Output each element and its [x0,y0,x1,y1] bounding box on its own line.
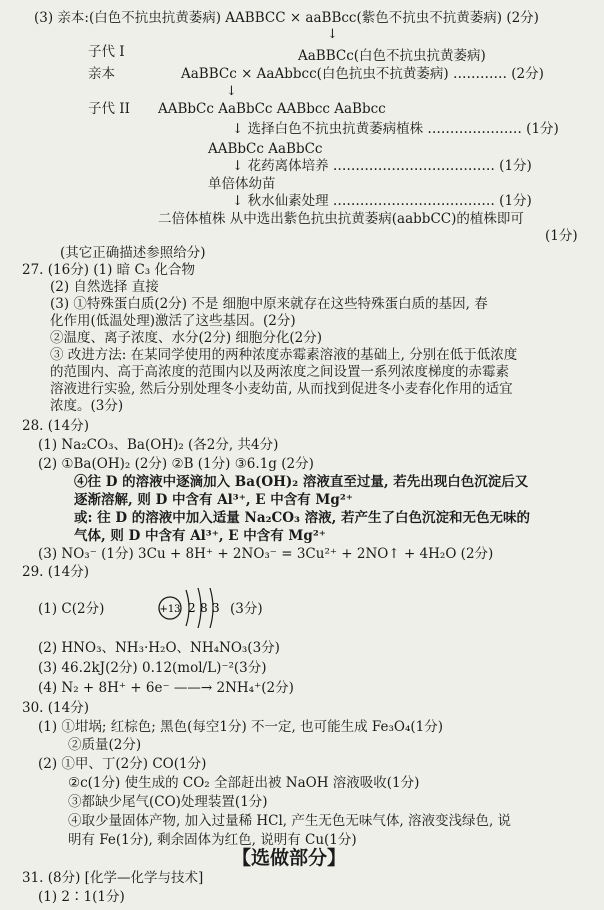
offspring-2-label: 子代 II [88,101,130,117]
q30-line-4: ②c(1分) 使生成的 CO₂ 全部赶出被 NaOH 溶液吸收(1分) [68,775,420,791]
q29-line-3: (3) 46.2kJ(2分) 0.12(mol/L)⁻²(3分) [38,660,267,676]
q28-line-6: 气体, 则 D 中含有 Al³⁺, E 中含有 Mg²⁺ [74,528,326,544]
arrow-down-1: ↓ [327,27,338,42]
scoring-note: (其它正确描述参照给分) [60,245,206,261]
q30-line-5: ③都缺少尾气(CO)处理装置(1分) [68,794,268,810]
selected-genotypes: AABbCc AaBbCc [208,141,323,157]
q29-line-2: (2) HNO₃、NH₃·H₂O、NH₄NO₃(3分) [38,640,280,656]
q29-line-1: (1) C(2分) [38,601,105,617]
q27-line-4: 化作用(低温处理)激活了这些基因。(2分) [50,313,296,329]
q28-line-1: (1) Na₂CO₃、Ba(OH)₂ (各2分, 共4分) [38,437,279,453]
shell-electrons-3: 3 [212,601,220,615]
q29-line-4: (4) N₂ + 8H⁺ + 6e⁻ ——→ 2NH₄⁺(2分) [38,680,294,696]
score-1: (1分) [545,228,578,244]
shell-electrons-2: 8 [200,601,208,615]
q28-line-3: ④往 D 的溶液中逐滴加入 Ba(OH)₂ 溶液直至过量, 若先出现白色沉淀后又 [74,474,529,490]
q30-line-3: (2) ①甲、丁(2分) CO(1分) [38,756,207,772]
parent-2-label: 亲本 [88,66,115,82]
q28-line-2: (2) ①Ba(OH)₂ (2分) ②B (1分) ③6.1g (2分) [38,456,314,472]
q30-line-1: (1) ①坩埚; 红棕色; 黑色(每空1分) 不一定, 也可能生成 Fe₃O₄(1分) [38,719,444,735]
q30-line-2: ②质量(2分) [68,737,142,753]
q31-header: 31. (8分) [化学—化学与技术] [22,870,204,886]
nucleus-charge: +13 [159,604,181,615]
offspring-1-label: 子代 I [88,44,125,60]
parent-2-cross: AaBBCc × AaAbbcc(白色抗虫不抗黄萎病) ………… (2分) [181,66,544,82]
q27-line-8: 溶液进行实验, 然后分别处理冬小麦幼苗, 从而找到促进冬小麦春化作用的适宜 [50,381,513,397]
q30-line-7: 明有 Fe(1分), 剩余固体为红色, 说明有 Cu(1分) [68,832,357,848]
q31-line-1: (1) 2∶1(1分) [38,889,125,905]
shell-electrons-1: 2 [188,601,196,615]
q27-line-1: 27. (16分) (1) 暗 C₃ 化合物 [22,262,196,278]
q30-line-6: ④取少量固体产物, 加入过量稀 HCl, 产生无色无味气体, 溶液变浅绿色, 说 [68,813,512,829]
q29-line-1-score: (3分) [230,601,263,617]
haploid-seedling: 单倍体幼苗 [208,176,276,192]
anther-culture-step: ↓ 花药离体培养 ……………………………… (1分) [232,158,532,174]
selection-step: ↓ 选择白色不抗虫抗黄萎病植株 ………………… (1分) [232,121,559,137]
q27-line-6: ③ 改进方法: 在某同学使用的两种浓度赤霉素溶液的基础上, 分别在低于低浓度 [50,347,518,363]
q28-line-4: 逐渐溶解, 则 D 中含有 Al³⁺, E 中含有 Mg²⁺ [74,492,353,508]
q28-line-7: (3) NO₃⁻ (1分) 3Cu + 8H⁺ + 2NO₃⁻ = 3Cu²⁺ + 2NO↑ + 4H₂O (2分) [38,546,494,562]
q27-line-2: (2) 自然选择 直接 [50,279,159,295]
optional-section-heading: 【选做部分】 [232,847,347,869]
q27-line-5: ②温度、离子浓度、水分(2分) 细胞分化(2分) [50,330,323,346]
q29-header: 29. (14分) [22,564,89,580]
offspring-2-genotypes: AABbCc AaBbCc AABbcc AaBbcc [158,101,386,117]
aluminum-atom-structure-diagram [156,580,232,636]
genetics-parent-line: (3) 亲本:(白色不抗虫抗黄萎病) AABBCC × aaBBcc(紫色不抗虫不抗黄萎病) (2分) [34,10,539,26]
q27-line-3: (3) ①特殊蛋白质(2分) 不是 细胞中原来就存在这些特殊蛋白质的基因, 春 [50,296,488,312]
q27-line-7: 的范围内、高于高浓度的范围内以及两浓度之间设置一系列浓度梯度的赤霉素 [50,364,509,380]
arrow-down-2: ↓ [226,84,237,99]
q30-header: 30. (14分) [22,700,89,716]
colchicine-step: ↓ 秋水仙素处理 ……………………………… (1分) [232,193,532,209]
q27-line-9: 浓度。(3分) [50,398,124,414]
diploid-selection: 二倍体植株 从中选出紫色抗虫抗黄萎病(aabbCC)的植株即可 [158,211,524,227]
offspring-1-genotype: AaBBCc(白色不抗虫抗黄萎病) [298,48,486,64]
q28-header: 28. (14分) [22,418,89,434]
q28-line-5: 或: 往 D 的溶液中加入适量 Na₂CO₃ 溶液, 若产生了白色沉淀和无色无味的 [74,510,531,526]
